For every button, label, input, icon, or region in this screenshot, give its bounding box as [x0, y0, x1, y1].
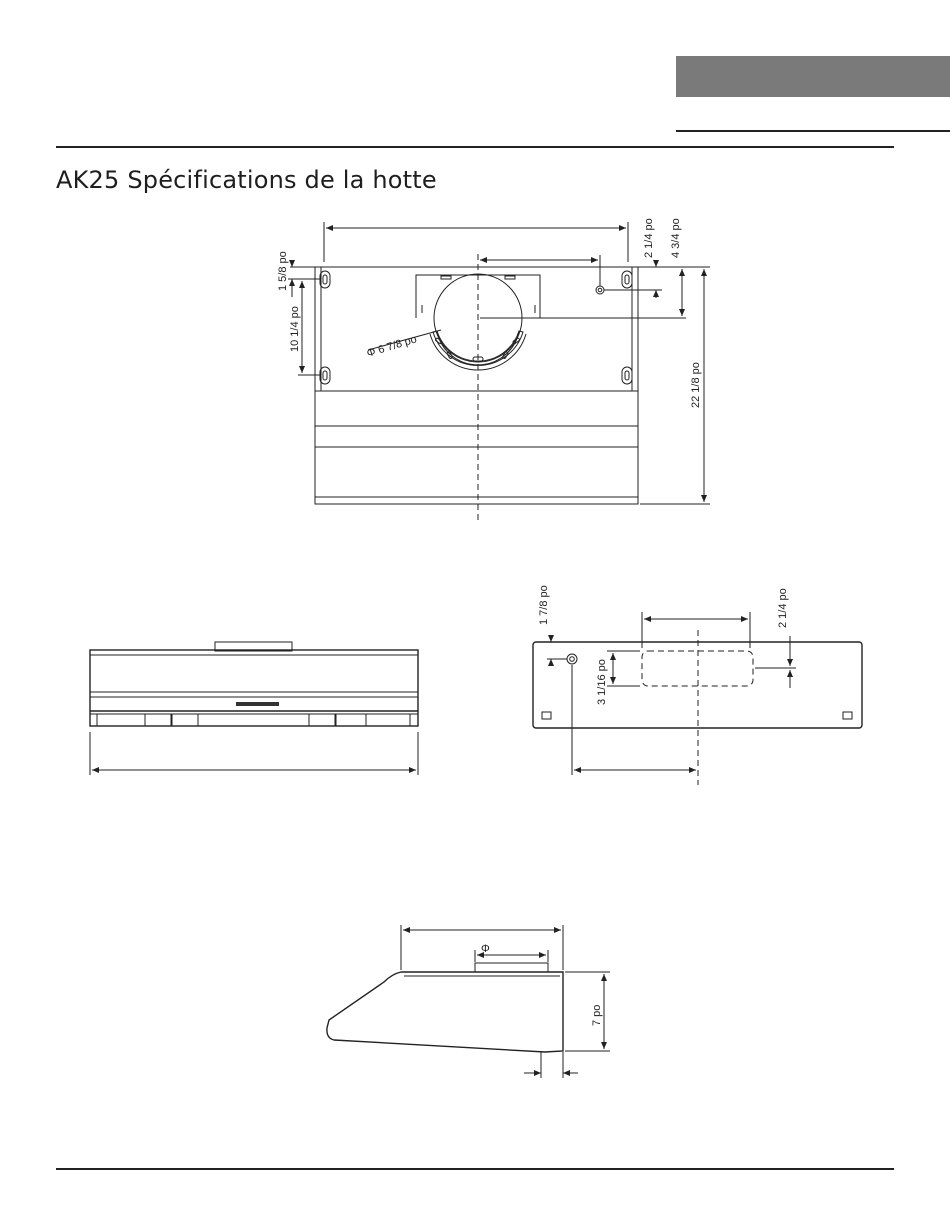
top-view	[277, 218, 710, 520]
hood-side-profile	[327, 972, 563, 1052]
light-left-b	[172, 714, 198, 726]
back-slot-left	[542, 712, 551, 719]
light-right-a	[309, 714, 335, 726]
side-duct-collar	[475, 963, 548, 972]
dim-label-diameter-symbol: Φ	[481, 943, 490, 955]
front-view	[90, 642, 418, 775]
dim-label-1-7-8: 1 7/8 po	[538, 585, 550, 625]
dim-label-1-5-8: 1 5/8 po	[277, 251, 289, 291]
dim-label-duct-diameter: Φ 6 7/8 po	[365, 333, 419, 360]
dim-label-3-1-16: 3 1/16 po	[596, 659, 608, 705]
dim-label-22-1-8: 22 1/8 po	[690, 362, 702, 408]
back-slot-right	[843, 712, 852, 719]
light-right-b	[336, 714, 366, 726]
dim-label-10-1-4: 10 1/4 po	[289, 306, 301, 352]
light-left-a	[145, 714, 171, 726]
dim-label-2-1-4-back: 2 1/4 po	[777, 588, 789, 628]
dim-label-4-3-4: 4 3/4 po	[670, 218, 682, 258]
side-view	[327, 925, 610, 1078]
dim-label-7: 7 po	[591, 1004, 603, 1026]
mount-slot-bottom-right	[622, 367, 632, 384]
hood-mount-panel	[321, 267, 632, 391]
back-wiring-hole	[567, 654, 577, 664]
footer-rule	[56, 1168, 894, 1170]
hood-body-outline	[315, 267, 638, 504]
control-panel	[236, 702, 279, 706]
back-view	[533, 585, 862, 785]
page-title: AK25 Spécifications de la hotte	[56, 166, 437, 194]
wiring-hole	[596, 286, 604, 294]
mount-slot-top-right	[622, 271, 632, 288]
hood-front-outline	[90, 650, 418, 726]
dim-label-2-1-4-top: 2 1/4 po	[643, 218, 655, 258]
